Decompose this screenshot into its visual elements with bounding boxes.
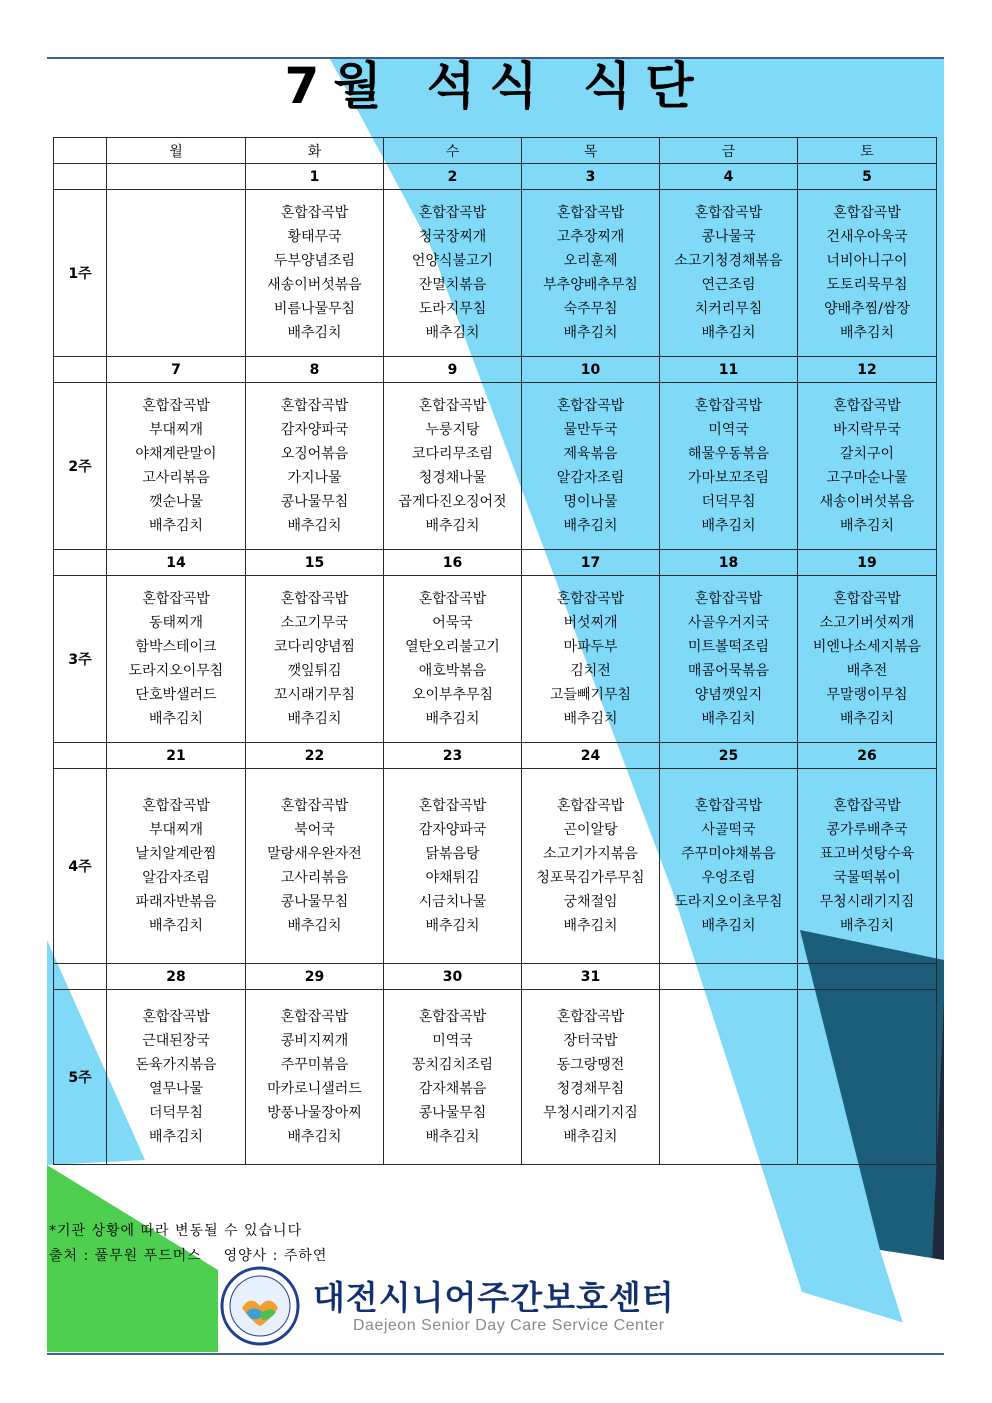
date-cell: 11	[660, 357, 798, 383]
menu-item: 도라지오이초무침	[674, 894, 783, 910]
date-cell	[107, 164, 246, 190]
menu-item: 마카로니샐러드	[267, 1081, 362, 1097]
date-row	[54, 964, 937, 990]
date-cell: 16	[384, 550, 522, 576]
menu-item: 혼합잡곡밥	[280, 205, 349, 221]
menu-cell	[107, 383, 246, 550]
menu-item: 해물우동볶음	[687, 446, 770, 462]
menu-item: 곤이알탕	[563, 822, 618, 838]
menu-item: 배추김치	[287, 325, 342, 341]
menu-item: 양배추찜/쌈장	[824, 301, 910, 317]
menu-item: 배추김치	[563, 518, 618, 534]
date-cell: 28	[107, 964, 246, 990]
menu-cell	[384, 769, 522, 964]
menu-row	[54, 383, 937, 550]
date-cell: 31	[522, 964, 660, 990]
date-cell: 18	[660, 550, 798, 576]
menu-item: 콩비지찌개	[280, 1033, 349, 1049]
menu-item: 도라지무침	[418, 301, 487, 317]
menu-item: 숙주무침	[563, 301, 618, 317]
menu-item: 두부양념조림	[273, 253, 356, 269]
date-row-spacer	[54, 743, 107, 769]
menu-item: 혼합잡곡밥	[556, 1009, 625, 1025]
menu-item: 무말랭이무침	[826, 687, 908, 703]
menu-cell	[522, 769, 660, 964]
menu-item: 배추김치	[701, 711, 756, 727]
menu-item: 배추김치	[701, 325, 756, 341]
menu-item: 미역국	[708, 422, 749, 438]
menu-item: 가지나물	[287, 470, 342, 486]
menu-item: 꼬시래기무침	[273, 687, 356, 703]
day-header: 금	[660, 138, 798, 164]
menu-item: 매콤어묵볶음	[687, 663, 770, 679]
day-header: 목	[522, 138, 660, 164]
menu-item: 배추김치	[839, 518, 895, 534]
week-label: 5주	[54, 990, 107, 1165]
menu-item: 고추장찌개	[556, 229, 625, 245]
center-emblem-icon	[220, 1266, 300, 1346]
menu-item: 혼합잡곡밥	[418, 798, 487, 814]
menu-cell	[384, 576, 522, 743]
date-cell	[660, 964, 798, 990]
menu-item: 고사리볶음	[280, 870, 349, 886]
menu-item: 혼합잡곡밥	[833, 798, 901, 814]
menu-item: 어묵국	[432, 615, 473, 631]
menu-cell	[798, 990, 937, 1165]
menu-item: 고구마순나물	[826, 470, 908, 486]
menu-item: 배추김치	[287, 1129, 342, 1145]
menu-item: 야채튀김	[425, 870, 480, 886]
menu-item: 혼합잡곡밥	[418, 205, 487, 221]
date-row	[54, 743, 937, 769]
menu-item: 가마보꼬조림	[687, 470, 770, 486]
menu-item: 표고버섯탕수육	[819, 846, 915, 862]
date-cell: 1	[246, 164, 384, 190]
menu-row	[54, 990, 937, 1165]
menu-item: 우엉조림	[701, 870, 756, 886]
menu-item: 고사리볶음	[142, 470, 210, 486]
date-cell: 30	[384, 964, 522, 990]
menu-item: 혼합잡곡밥	[556, 798, 625, 814]
date-row-spacer	[54, 550, 107, 576]
menu-item: 배추김치	[148, 1129, 204, 1145]
source-credit: 출처 : 풀무원 푸드머스 영양사 : 주하연	[49, 1248, 328, 1264]
menu-item: 부추양배추무침	[543, 277, 638, 293]
menu-row	[54, 576, 937, 743]
date-cell: 7	[107, 357, 246, 383]
menu-item: 새송이버섯볶음	[267, 277, 362, 293]
menu-cell	[384, 190, 522, 357]
menu-item: 소고기무국	[280, 615, 349, 631]
menu-item: 오징어볶음	[280, 446, 349, 462]
menu-item: 연근조림	[701, 277, 756, 293]
page-title: 7월 석식 식단	[284, 57, 708, 115]
menu-item: 혼합잡곡밥	[556, 398, 625, 414]
menu-item: 건새우아욱국	[826, 229, 908, 245]
menu-cell	[660, 576, 798, 743]
menu-item: 제육볶음	[563, 446, 618, 462]
menu-item: 혼합잡곡밥	[142, 591, 210, 607]
menu-item: 명이나물	[563, 494, 618, 510]
week-label: 3주	[54, 576, 107, 743]
day-header-row	[54, 138, 937, 164]
menu-cell	[798, 576, 937, 743]
date-cell: 29	[246, 964, 384, 990]
menu-item: 날치알계란찜	[135, 846, 217, 862]
date-cell: 24	[522, 743, 660, 769]
date-cell: 10	[522, 357, 660, 383]
menu-item: 배추김치	[425, 711, 480, 727]
menu-item: 장터국밥	[563, 1033, 618, 1049]
menu-item: 치커리무침	[694, 301, 763, 317]
menu-cell	[660, 190, 798, 357]
menu-item: 콩가루배추국	[826, 822, 908, 838]
menu-item: 오리훈제	[563, 253, 618, 269]
menu-cell	[660, 769, 798, 964]
menu-item: 혼합잡곡밥	[142, 398, 210, 414]
center-logo	[218, 1266, 943, 1352]
menu-item: 코다리양념찜	[273, 639, 356, 655]
menu-item: 비름나물무침	[273, 301, 356, 317]
menu-cell	[246, 190, 384, 357]
corner-cell	[54, 138, 107, 164]
menu-item: 혼합잡곡밥	[280, 398, 349, 414]
menu-item: 깻순나물	[148, 494, 204, 510]
menu-item: 배추김치	[701, 518, 756, 534]
menu-item: 혼합잡곡밥	[280, 798, 349, 814]
menu-item: 함박스테이크	[135, 639, 217, 655]
date-row-spacer	[54, 164, 107, 190]
date-cell: 4	[660, 164, 798, 190]
menu-item: 닭볶음탕	[425, 846, 480, 862]
menu-item: 황태무국	[287, 229, 342, 245]
menu-item: 곱게다진오징어젓	[398, 494, 507, 510]
menu-item: 사골떡국	[701, 822, 756, 838]
menu-cell	[660, 990, 798, 1165]
week-label: 4주	[54, 769, 107, 964]
menu-item: 마파두부	[563, 639, 618, 655]
menu-item: 양념깻잎지	[694, 687, 763, 703]
menu-item: 혼합잡곡밥	[142, 798, 210, 814]
menu-cell	[798, 190, 937, 357]
date-cell: 12	[798, 357, 937, 383]
menu-item: 배추김치	[563, 325, 618, 341]
menu-item: 배추김치	[563, 1129, 618, 1145]
date-cell: 8	[246, 357, 384, 383]
menu-item: 비엔나소세지볶음	[812, 639, 922, 655]
menu-item: 배추김치	[839, 325, 895, 341]
menu-item: 열탄오리불고기	[405, 639, 500, 655]
menu-cell	[798, 383, 937, 550]
week-label: 2주	[54, 383, 107, 550]
menu-row	[54, 769, 937, 964]
menu-item: 혼합잡곡밥	[280, 591, 349, 607]
menu-item: 고들빼기무침	[549, 687, 632, 703]
change-notice: *기관 상황에 따라 변동될 수 있습니다	[49, 1223, 303, 1239]
menu-item: 혼합잡곡밥	[556, 591, 625, 607]
menu-item: 새송이버섯볶음	[819, 494, 915, 510]
menu-table	[53, 137, 937, 1165]
menu-item: 무청시래기지짐	[819, 894, 915, 910]
center-name: 대전시니어주간보호센터	[313, 1278, 675, 1317]
menu-item: 배추김치	[425, 518, 480, 534]
menu-cell	[522, 383, 660, 550]
menu-item: 파래자반볶음	[135, 894, 217, 910]
menu-item: 소고기청경채볶음	[674, 253, 783, 269]
menu-cell	[107, 990, 246, 1165]
menu-item: 갈치구이	[839, 446, 895, 462]
menu-item: 혼합잡곡밥	[280, 1009, 349, 1025]
day-header: 월	[107, 138, 246, 164]
date-cell: 14	[107, 550, 246, 576]
bottom-rule	[47, 1353, 944, 1355]
date-row-spacer	[54, 964, 107, 990]
date-row	[54, 550, 937, 576]
menu-item: 방풍나물장아찌	[267, 1105, 362, 1121]
menu-item: 무청시래기지짐	[543, 1105, 638, 1121]
menu-item: 소고기가지볶음	[543, 846, 638, 862]
menu-item: 배추김치	[287, 918, 342, 934]
menu-item: 배추김치	[148, 518, 204, 534]
menu-item: 도라지오이무침	[128, 663, 224, 679]
menu-item: 열무나물	[148, 1081, 204, 1097]
menu-item: 배추김치	[701, 918, 756, 934]
menu-item: 물만두국	[563, 422, 618, 438]
day-header: 화	[246, 138, 384, 164]
date-cell: 22	[246, 743, 384, 769]
menu-cell	[522, 190, 660, 357]
day-header: 수	[384, 138, 522, 164]
menu-item: 주꾸미볶음	[280, 1057, 349, 1073]
center-english-name: Daejeon Senior Day Care Service Center	[353, 1317, 665, 1334]
date-cell	[798, 964, 937, 990]
date-cell: 9	[384, 357, 522, 383]
menu-item: 소고기버섯찌개	[819, 615, 915, 631]
date-cell: 19	[798, 550, 937, 576]
menu-item: 감자양파국	[418, 822, 487, 838]
menu-cell	[107, 190, 246, 357]
menu-cell	[246, 769, 384, 964]
menu-item: 배추김치	[148, 918, 204, 934]
notes	[49, 1219, 327, 1269]
menu-item: 콩나물무침	[418, 1105, 487, 1121]
menu-item: 근대된장국	[142, 1033, 210, 1049]
menu-item: 혼합잡곡밥	[556, 205, 625, 221]
date-cell: 21	[107, 743, 246, 769]
week-label: 1주	[54, 190, 107, 357]
menu-item: 코다리무조림	[411, 446, 494, 462]
menu-item: 배추김치	[148, 711, 204, 727]
menu-item: 애호박볶음	[418, 663, 487, 679]
menu-item: 콩나물무침	[280, 894, 349, 910]
menu-item: 동그랑땡전	[556, 1057, 625, 1073]
date-row	[54, 357, 937, 383]
date-row	[54, 164, 937, 190]
menu-item: 단호박샐러드	[135, 687, 217, 703]
date-cell: 23	[384, 743, 522, 769]
menu-item: 알감자조림	[142, 870, 210, 886]
menu-item: 잔멸치볶음	[418, 277, 487, 293]
menu-item: 배추김치	[839, 918, 895, 934]
date-row-spacer	[54, 357, 107, 383]
menu-item: 혼합잡곡밥	[833, 398, 901, 414]
menu-item: 혼합잡곡밥	[142, 1009, 210, 1025]
day-header: 토	[798, 138, 937, 164]
menu-item: 부대찌개	[148, 422, 204, 438]
menu-item: 혼합잡곡밥	[694, 398, 763, 414]
menu-cell	[107, 576, 246, 743]
menu-item: 감자채볶음	[418, 1081, 487, 1097]
menu-item: 배추김치	[287, 711, 342, 727]
menu-item: 알감자조림	[556, 470, 625, 486]
menu-item: 미트볼떡조림	[687, 639, 770, 655]
menu-item: 콩나물무침	[280, 494, 349, 510]
menu-item: 국물떡볶이	[833, 870, 901, 886]
menu-cell	[107, 769, 246, 964]
menu-item: 사골우거지국	[687, 615, 770, 631]
date-cell: 17	[522, 550, 660, 576]
date-cell: 26	[798, 743, 937, 769]
date-cell: 25	[660, 743, 798, 769]
menu-item: 더덕무침	[701, 494, 756, 510]
menu-item: 혼합잡곡밥	[418, 591, 487, 607]
menu-item: 도토리묵무침	[826, 277, 908, 293]
menu-item: 시금치나물	[418, 894, 487, 910]
menu-item: 배추김치	[839, 711, 895, 727]
menu-item: 북어국	[294, 822, 335, 838]
date-cell: 3	[522, 164, 660, 190]
menu-item: 혼합잡곡밥	[418, 398, 487, 414]
menu-item: 청경채나물	[418, 470, 487, 486]
menu-item: 주꾸미야채볶음	[681, 846, 776, 862]
menu-item: 누룽지탕	[425, 422, 480, 438]
menu-item: 부대찌개	[148, 822, 204, 838]
menu-item: 야채계란말이	[135, 446, 217, 462]
menu-cell	[798, 769, 937, 964]
menu-item: 혼합잡곡밥	[694, 205, 763, 221]
menu-item: 혼합잡곡밥	[833, 205, 901, 221]
menu-item: 배추김치	[425, 918, 480, 934]
menu-item: 배추전	[846, 663, 888, 679]
menu-item: 혼합잡곡밥	[694, 798, 763, 814]
menu-item: 혼합잡곡밥	[418, 1009, 487, 1025]
menu-cell	[246, 383, 384, 550]
menu-cell	[246, 576, 384, 743]
menu-item: 배추김치	[563, 711, 618, 727]
menu-cell	[522, 576, 660, 743]
menu-item: 깻잎튀김	[287, 663, 342, 679]
menu-item: 궁채절임	[563, 894, 618, 910]
menu-item: 너비아니구이	[826, 253, 908, 269]
date-cell: 15	[246, 550, 384, 576]
menu-cell	[522, 990, 660, 1165]
menu-item: 청국장찌개	[418, 229, 487, 245]
menu-item: 바지락무국	[833, 422, 901, 438]
menu-item: 청포묵김가루무침	[536, 870, 645, 886]
menu-item: 돈육가지볶음	[135, 1057, 217, 1073]
menu-item: 배추김치	[287, 518, 342, 534]
menu-item: 배추김치	[563, 918, 618, 934]
menu-row	[54, 190, 937, 357]
date-cell: 5	[798, 164, 937, 190]
menu-item: 배추김치	[425, 1129, 480, 1145]
menu-item: 오이부추무침	[411, 687, 494, 703]
menu-item: 혼합잡곡밥	[694, 591, 763, 607]
menu-item: 청경채무침	[556, 1081, 625, 1097]
menu-item: 동태찌개	[148, 615, 204, 631]
menu-cell	[246, 990, 384, 1165]
menu-item: 말랑새우완자전	[267, 846, 362, 862]
date-cell: 2	[384, 164, 522, 190]
menu-item: 김치전	[570, 663, 611, 679]
menu-item: 버섯찌개	[563, 615, 618, 631]
menu-item: 꽁치김치조림	[411, 1057, 494, 1073]
menu-cell	[660, 383, 798, 550]
menu-item: 언양식불고기	[411, 253, 494, 269]
menu-cell	[384, 383, 522, 550]
menu-item: 콩나물국	[701, 229, 756, 245]
menu-item: 혼합잡곡밥	[833, 591, 901, 607]
menu-item: 감자양파국	[280, 422, 349, 438]
menu-item: 더덕무침	[148, 1105, 204, 1121]
menu-cell	[384, 990, 522, 1165]
menu-item: 배추김치	[425, 325, 480, 341]
menu-item: 미역국	[432, 1033, 473, 1049]
